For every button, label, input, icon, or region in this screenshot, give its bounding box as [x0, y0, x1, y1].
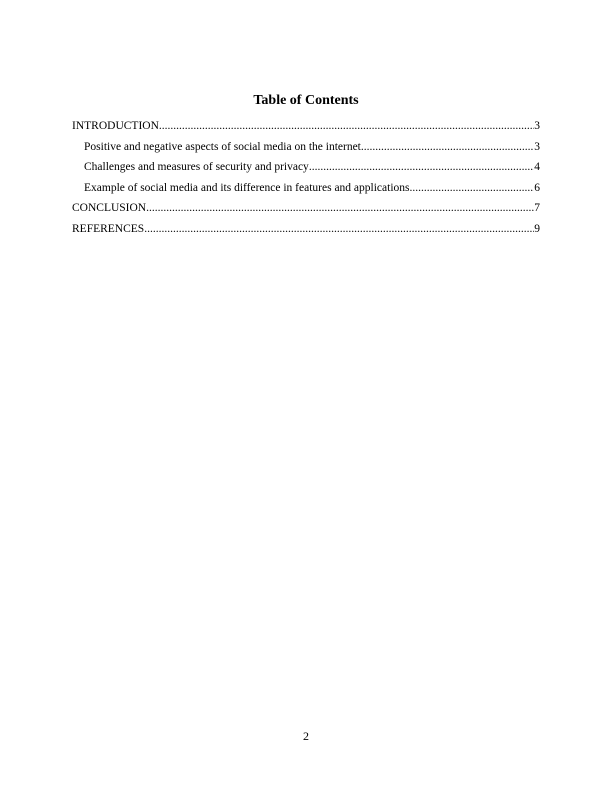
toc-entry-example-social-media[interactable]: [72, 178, 540, 199]
toc-entry-label: REFERENCES: [72, 222, 145, 235]
toc-entry-label: INTRODUCTION: [72, 120, 159, 132]
toc-dot-leader: [159, 116, 534, 137]
toc-dot-leader: [410, 178, 535, 199]
toc-entry-page: 7: [534, 202, 540, 215]
toc-dot-leader: [361, 137, 534, 158]
toc-entry-references[interactable]: [72, 219, 540, 240]
toc-entry-page: 9: [534, 222, 540, 235]
page-number: 2: [303, 729, 309, 743]
toc-dot-leader: [146, 198, 534, 219]
toc-entry-label: CONCLUSION: [72, 202, 147, 215]
toc-entry-page: 3: [534, 120, 540, 132]
toc-entry-challenges-security-privacy[interactable]: [72, 157, 540, 178]
table-of-contents: [72, 116, 540, 240]
toc-entry-page: 4: [534, 161, 540, 174]
toc-entry-label: Positive and negative aspects of social media on the internet: [84, 140, 361, 153]
toc-entry-label: Challenges and measures of security and privacy: [84, 161, 309, 174]
toc-heading: Table of Contents: [253, 93, 359, 108]
toc-entry-page: 3: [534, 140, 540, 153]
toc-entry-positive-negative-aspects[interactable]: [72, 137, 540, 158]
toc-entry-page: 6: [534, 181, 540, 194]
toc-dot-leader: [309, 157, 534, 178]
toc-entry-introduction[interactable]: [72, 116, 540, 137]
toc-dot-leader: [144, 219, 534, 240]
toc-entry-label: Example of social media and its difference in features and applications: [84, 181, 410, 194]
toc-entry-conclusion[interactable]: [72, 198, 540, 219]
